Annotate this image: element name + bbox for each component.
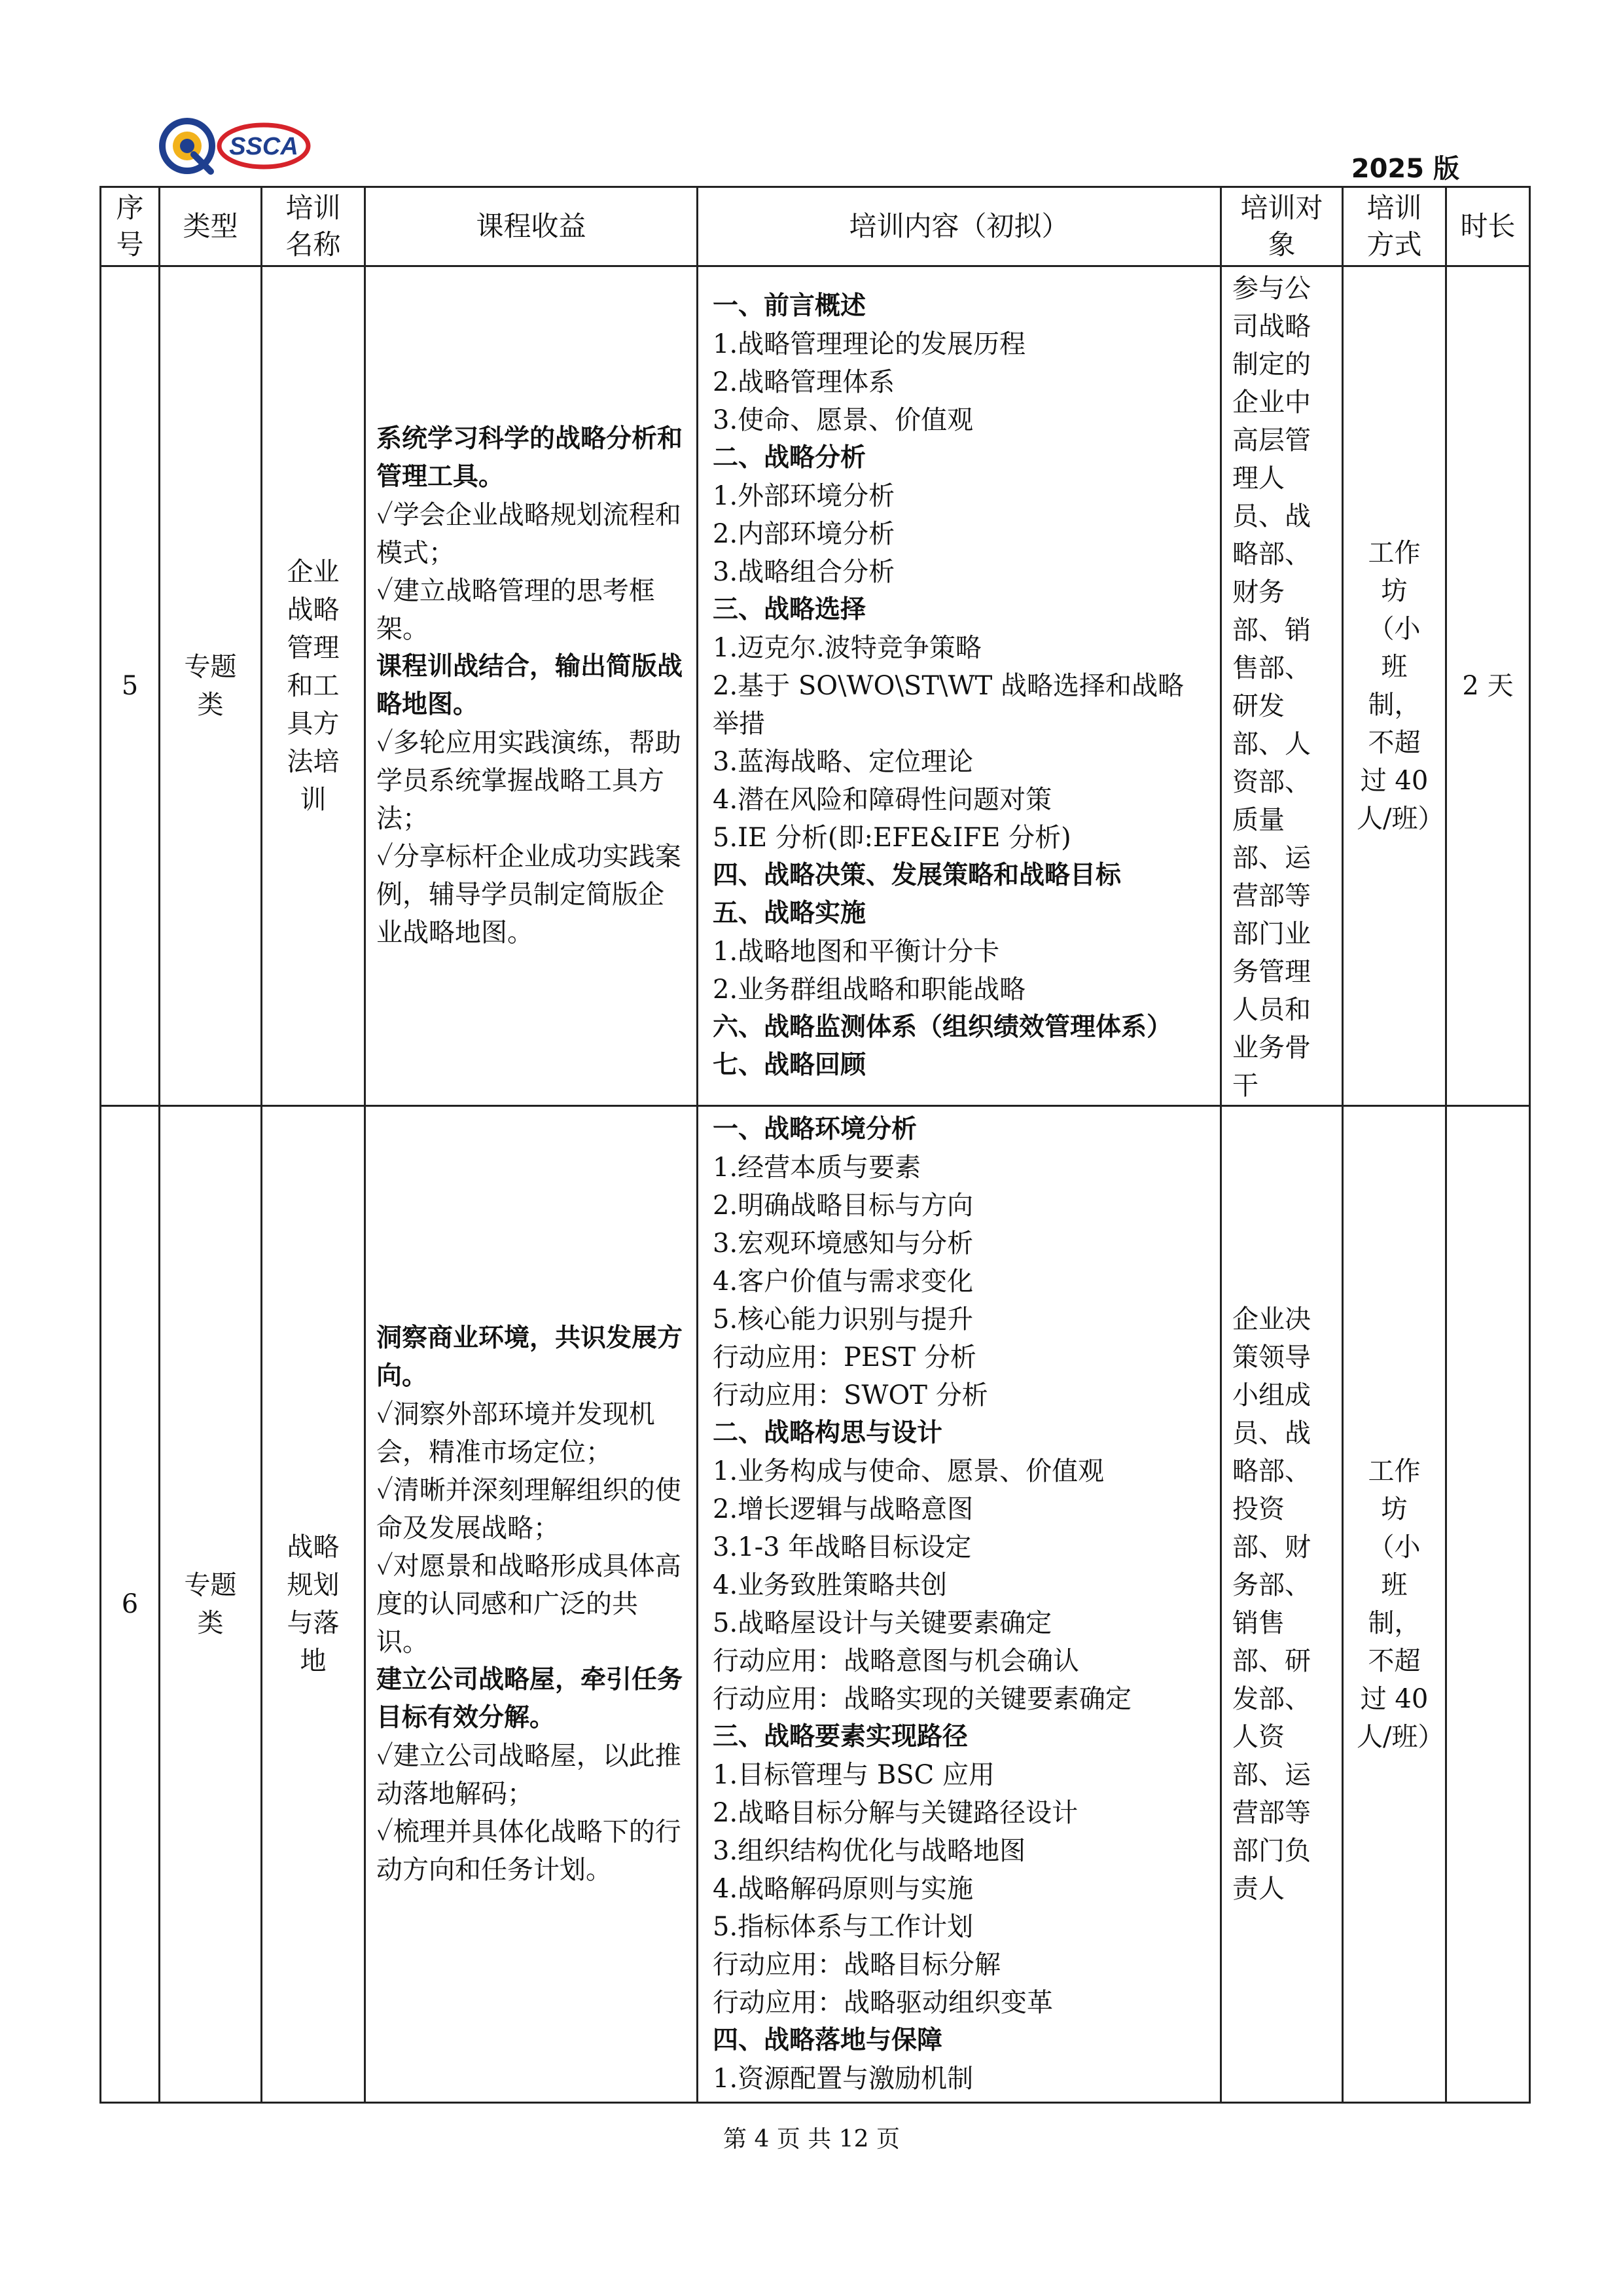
header-name: 培训名称 (262, 187, 365, 266)
benefit-list (376, 1319, 686, 1889)
section-heading: 二、战略分析 (713, 443, 866, 473)
row-course-name: 战略规划与落地 (262, 1106, 365, 2103)
list-item: 2.战略目标分解与关键路径设计 (713, 1798, 1079, 1828)
list-item: 5.指标体系与工作计划 (713, 1912, 974, 1942)
row-target: 参与公司战略制定的企业中高层管理人员、战略部、财务部、销售部、研发部、人资部、质量部、运营部等部门业务管理人员和业务骨干 (1221, 266, 1343, 1106)
section-heading: 三、战略要素实现路径 (713, 1722, 969, 1751)
header-benefits: 课程收益 (365, 187, 698, 266)
section-heading: 一、战略环境分析 (713, 1115, 918, 1144)
section-heading: 一、前言概述 (713, 291, 866, 321)
row-course-name: 企业战略管理和工具方法培训 (262, 266, 365, 1106)
row-benefits (365, 1106, 698, 2103)
section-heading: 七、战略回顾 (713, 1050, 866, 1080)
content-list (713, 1111, 1207, 2098)
section-heading: 四、战略决策、发展策略和战略目标 (713, 861, 1122, 890)
list-item: 2.基于 SO\WO\ST\WT 战略选择和战略举措 (713, 671, 1184, 739)
section-heading: 洞察商业环境，共识发展方向。 (376, 1323, 683, 1391)
list-item: 1.资源配置与激励机制 (713, 2064, 974, 2094)
list-item: 4.业务致胜策略共创 (713, 1570, 948, 1600)
header-mode: 培训方式 (1343, 187, 1446, 266)
section-heading: 四、战略落地与保障 (713, 2026, 943, 2055)
list-item: 2.增长逻辑与战略意图 (713, 1494, 974, 1524)
list-item: 4.战略解码原则与实施 (713, 1874, 974, 1904)
list-item: 3.宏观环境感知与分析 (713, 1229, 974, 1259)
row-content (698, 266, 1221, 1106)
list-item: 3.使命、愿景、价值观 (713, 405, 974, 435)
content-list (713, 287, 1207, 1085)
list-item: 3.组织结构优化与战略地图 (713, 1836, 1026, 1866)
list-item: 2.业务群组战略和职能战略 (713, 975, 1026, 1005)
header-duration: 时长 (1446, 187, 1530, 266)
section-heading: 三、战略选择 (713, 595, 866, 624)
section-heading: 六、战略监测体系（组织绩效管理体系） (713, 1013, 1173, 1042)
list-item: 5.IE 分析(即:EFE&IFE 分析) (713, 823, 1071, 853)
list-item: 1.战略地图和平衡计分卡 (713, 937, 1000, 967)
list-item: ✓建立公司战略屋，以此推动落地解码； (376, 1741, 681, 1809)
header-target: 培训对象 (1221, 187, 1343, 266)
list-item: 2.明确战略目标与方向 (713, 1191, 974, 1221)
row-content (698, 1106, 1221, 2103)
section-heading: 系统学习科学的战略分析和管理工具。 (376, 424, 683, 492)
list-item: 行动应用：战略目标分解 (713, 1950, 1001, 1980)
row-duration: 2 天 (1446, 266, 1530, 1106)
list-item: 3.战略组合分析 (713, 557, 895, 587)
list-item: ✓多轮应用实践演练，帮助学员系统掌握战略工具方法； (376, 728, 681, 834)
ssca-logo (156, 117, 313, 175)
header-type: 类型 (160, 187, 262, 266)
list-item: 2.战略管理体系 (713, 367, 895, 397)
section-heading: 五、战略实施 (713, 899, 866, 928)
list-item: 行动应用：PEST 分析 (713, 1342, 976, 1372)
list-item: ✓学会企业战略规划流程和模式； (376, 500, 681, 568)
section-heading: 二、战略构思与设计 (713, 1418, 943, 1448)
list-item: 1.目标管理与 BSC 应用 (713, 1760, 995, 1790)
list-item: 1.迈克尔.波特竞争策略 (713, 633, 982, 663)
list-item: 2.内部环境分析 (713, 519, 895, 549)
logo-text: SSCA (229, 133, 298, 160)
page-footer: 第 4 页 共 12 页 (723, 2126, 900, 2153)
list-item: ✓对愿景和战略形成具体高度的认同感和广泛的共识。 (376, 1551, 681, 1657)
row-duration (1446, 1106, 1530, 2103)
row-number: 5 (101, 266, 160, 1106)
list-item: 1.外部环境分析 (713, 481, 895, 511)
row-mode: 工作坊（小班制，不超过 40 人/班） (1343, 266, 1446, 1106)
row-target: 企业决策领导小组成员、战略部、投资部、财务部、销售部、研发部、人资部、运营部等部门负责人 (1221, 1106, 1343, 2103)
row-number: 6 (101, 1106, 160, 2103)
table-row (101, 266, 1530, 1106)
list-item: 行动应用：战略驱动组织变革 (713, 1988, 1053, 2018)
list-item: 1.经营本质与要素 (713, 1153, 921, 1183)
benefit-list (376, 420, 686, 952)
version-label: 2025 版 (1351, 154, 1459, 184)
list-item: ✓分享标杆企业成功实践案例，辅导学员制定简版企业战略地图。 (376, 842, 681, 948)
row-type: 专题类 (160, 1106, 262, 2103)
list-item: 5.核心能力识别与提升 (713, 1304, 974, 1335)
row-mode: 工作坊（小班制，不超过 40 人/班） (1343, 1106, 1446, 2103)
list-item: 行动应用：战略意图与机会确认 (713, 1646, 1079, 1676)
row-benefits (365, 266, 698, 1106)
course-table (99, 186, 1531, 2104)
list-item: 5.战略屋设计与关键要素确定 (713, 1608, 1052, 1638)
section-heading: 课程训战结合，输出简版战略地图。 (376, 652, 683, 719)
list-item: 行动应用：SWOT 分析 (713, 1380, 988, 1410)
list-item: ✓清晰并深刻理解组织的使命及发展战略； (376, 1475, 681, 1543)
section-heading: 建立公司战略屋，牵引任务目标有效分解。 (376, 1665, 683, 1732)
list-item: ✓洞察外部环境并发现机会，精准市场定位； (376, 1399, 655, 1467)
header-content: 培训内容（初拟） (698, 187, 1221, 266)
row-type: 专题类 (160, 266, 262, 1106)
list-item: 3.蓝海战略、定位理论 (713, 747, 974, 777)
table-row (101, 1106, 1530, 2103)
list-item: 4.客户价值与需求变化 (713, 1266, 974, 1297)
list-item: 行动应用：战略实现的关键要素确定 (713, 1684, 1132, 1714)
table-header-row (101, 187, 1530, 266)
list-item: 1.战略管理理论的发展历程 (713, 329, 1026, 359)
list-item: ✓建立战略管理的思考框架。 (376, 576, 655, 644)
list-item: 4.潜在风险和障碍性问题对策 (713, 785, 1052, 815)
list-item: 1.业务构成与使命、愿景、价值观 (713, 1456, 1105, 1486)
header-no: 序号 (101, 187, 160, 266)
list-item: ✓梳理并具体化战略下的行动方向和任务计划。 (376, 1817, 681, 1885)
list-item: 3.1-3 年战略目标设定 (713, 1532, 972, 1562)
